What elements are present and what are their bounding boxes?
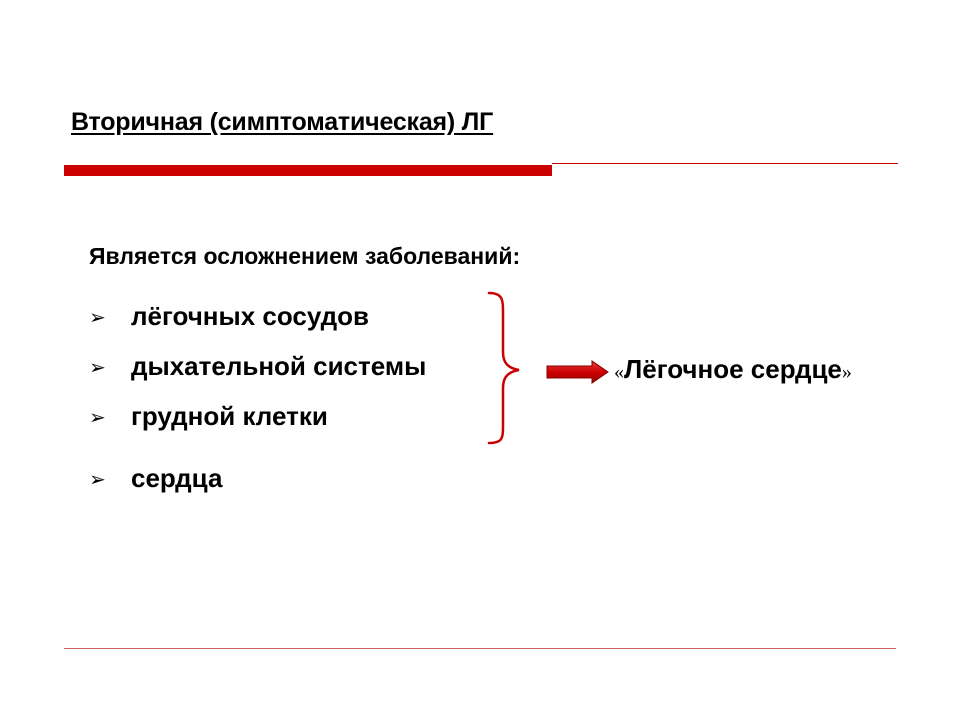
list-item-label: дыхательной системы xyxy=(131,351,427,381)
arrowhead-bullet-icon: ➢ xyxy=(89,304,106,329)
title-accent-bar xyxy=(64,165,552,176)
result-text: Лёгочное сердце xyxy=(624,354,842,384)
list-item xyxy=(89,401,328,432)
arrowhead-bullet-icon: ➢ xyxy=(89,466,106,491)
list-item xyxy=(89,301,369,332)
intro-text: Является осложнением заболеваний: xyxy=(89,243,521,269)
result-label xyxy=(614,354,852,385)
right-curly-brace-icon xyxy=(485,290,525,446)
list-item xyxy=(89,463,222,494)
list-item-label: грудной клетки xyxy=(131,401,328,431)
list-item xyxy=(89,351,426,382)
list-item-label: сердца xyxy=(131,463,223,493)
slide-title: Вторичная (симптоматическая) ЛГ xyxy=(71,108,494,136)
arrowhead-bullet-icon: ➢ xyxy=(89,354,106,379)
right-block-arrow-icon xyxy=(546,360,610,384)
footer-divider xyxy=(64,648,896,649)
arrowhead-bullet-icon: ➢ xyxy=(89,404,106,429)
close-quote: » xyxy=(841,361,852,383)
title-accent-line xyxy=(552,163,898,164)
list-item-label: лёгочных сосудов xyxy=(131,301,370,331)
open-quote: « xyxy=(614,361,624,383)
